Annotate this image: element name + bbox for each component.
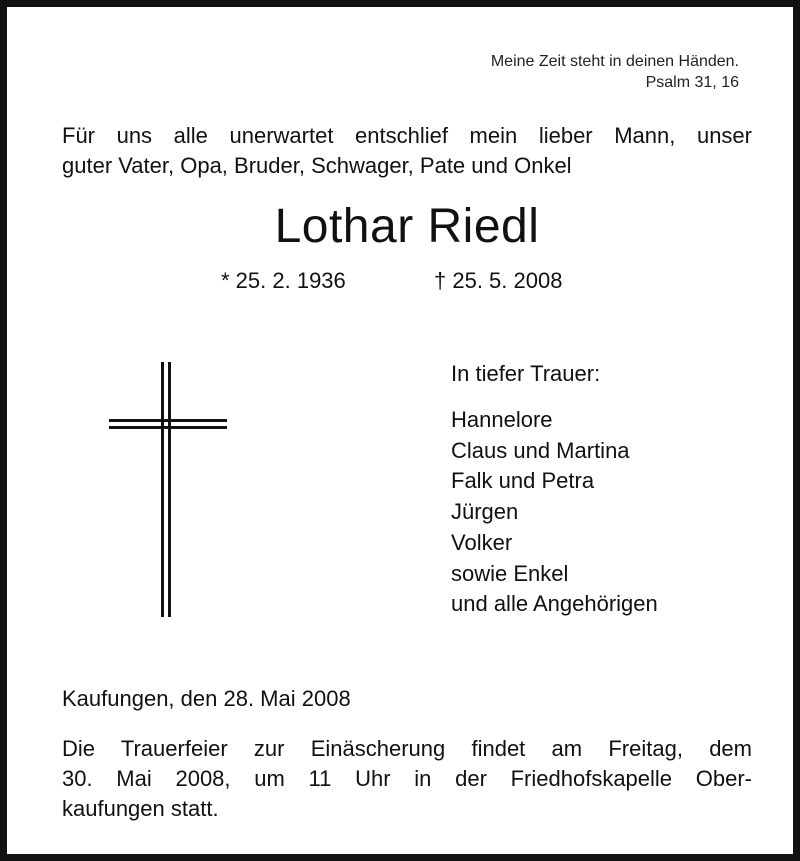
psalm-motto	[491, 51, 739, 93]
place-and-date: Kaufungen, den 28. Mai 2008	[62, 686, 351, 711]
intro-line-1: Für uns alle unerwartet entschlief mein lieber Mann, unser	[62, 123, 752, 148]
mourning-heading: In tiefer Trauer:	[451, 361, 601, 386]
mourner-name: Volker	[451, 529, 513, 555]
mourner-name: und alle Angehörigen	[451, 591, 658, 617]
service-line-3: kaufungen statt.	[62, 796, 219, 821]
birth-date: * 25. 2. 1936	[221, 268, 346, 293]
mourner-name: Jürgen	[451, 499, 519, 525]
mourner-name: Hannelore	[451, 407, 553, 432]
death-date: † 25. 5. 2008	[434, 268, 563, 293]
mourner-name: sowie Enkel	[451, 560, 569, 586]
mourners-list	[451, 405, 658, 620]
service-line-2: 30. Mai 2008, um 11 Uhr in der Friedhofskapelle Ober-	[62, 766, 752, 791]
motto-quote: Meine Zeit steht in deinen Händen.	[490, 53, 739, 70]
funeral-service-notice	[62, 734, 752, 824]
deceased-name: Lothar Riedl	[274, 200, 540, 253]
motto-reference: Psalm 31, 16	[645, 74, 739, 91]
intro-line-2: guter Vater, Opa, Bruder, Schwager, Pate und Onkel	[62, 153, 572, 178]
mourner-name: Falk und Petra	[451, 468, 595, 494]
cross-icon	[109, 362, 227, 617]
service-line-1: Die Trauerfeier zur Einäscherung findet am Freitag, dem	[62, 736, 752, 761]
intro-text	[62, 121, 752, 181]
mourner-name: Claus und Martina	[451, 437, 630, 463]
